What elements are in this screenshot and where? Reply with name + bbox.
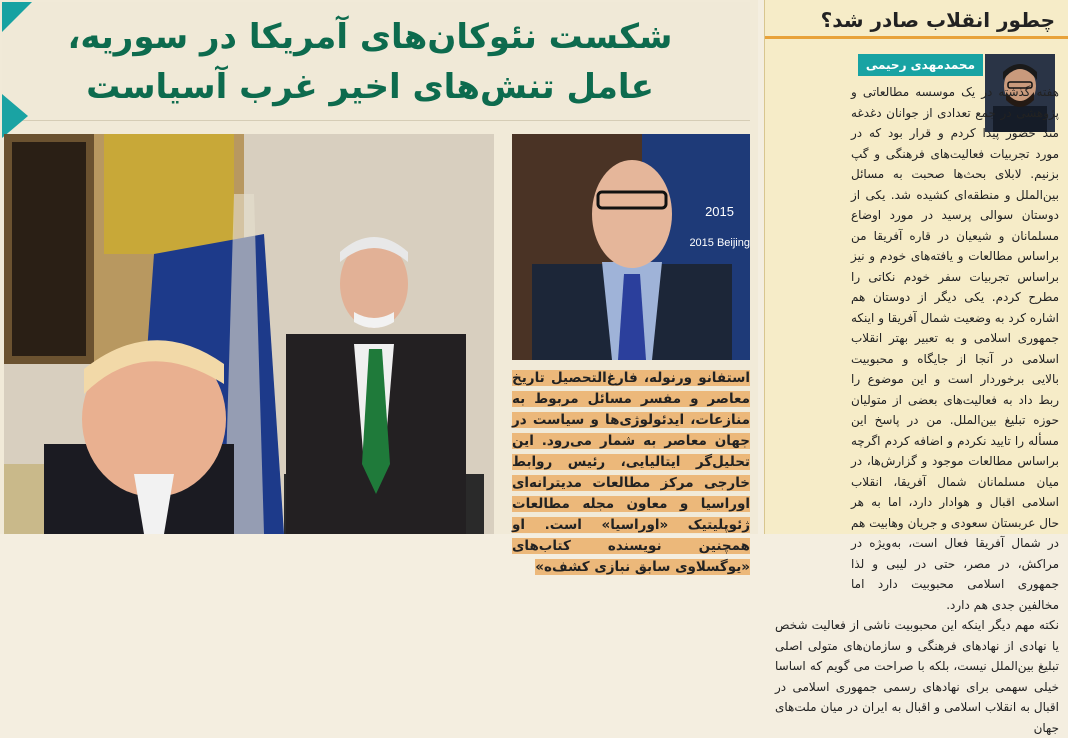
backdrop-text: 2015 Beijing xyxy=(689,237,750,249)
headline xyxy=(10,12,730,112)
paragraph-1: هفته گذشته در یک موسسه مطالعاتی و پژوهشی در جمع تعدادی از جوانان دغدغه مند حضور پیدا کردم و قرار بود که در مورد تجربیات فعالیت‌های فرهنگی و گپ بزنیم. لابلای بحث‌ها صحبت به مسائل بین‌الملل و منطقه‌ای کشیده شد. یکی از دوستان سوالی پرسید در مورد اوضاع مسلمانان و شیعیان در قاره آفریقا من براساس مطالعات و یافته‌های خودم و نیز براساس تجربیات سفر خودم نکاتی را مطرح کردم. یکی دیگر از دوستان هم اشاره کرد به وضعیت شمال آفریقا و اینکه جمهوری اسلامی و به تعبیر بهتر انقلاب اسلامی در آنجا از جایگاه و محبوبیت بالایی برخوردار است و این موضوع را ربط داد به فعالیت‌های بعضی از متولیان حوزه تبلیغ بین‌الملل. من در پاسخ این مسأله را تایید نکردم و اضافه کردم اگرچه براساس مطالعات موجود و گزارش‌ها، در میان مسلمانان شمال آفریقا، انقلاب اسلامی اقبال و هوادار دارد، اما به هر حال عربستان سعودی و جریان وهابیت هم در شمال آفریقا فعال است، به‌ویژه در مراکش، در مصر، حتی در لیبی و لذا جمهوری اسلامی محبوبیت دارد اما مخالفین جدی هم دارد. xyxy=(851,85,1059,612)
photo-caption xyxy=(512,368,750,575)
main-photo-image xyxy=(4,134,494,534)
portrait-photo xyxy=(512,134,750,360)
caption-text: استفانو ورنوله، فارغ‌التحصیل تاریخ معاصر و مفسر مسائل مربوط به منازعات، ایدئولوژی‌ها و سیاست در جهان معاصر به شمار می‌رود. این تحلیل‌گر ایتالیایی، رئیس روابط خارجی مرکز مطالعات مدیترانه‌ای اوراسیا و معاون مجله مطالعات ژئوپلیتیک «اوراسیا» است. او همچنین نویسنده کتاب‌های «یوگسلاوی سابق نبازی کشف‌ه» xyxy=(512,370,750,575)
column-title: چطور انقلاب صادر شد؟ xyxy=(820,8,1055,32)
headline-line-2: عامل تنش‌های اخیر غرب آسیاست xyxy=(86,67,654,107)
paragraph-2: نکته مهم دیگر اینکه این محبوبیت ناشی از فعالیت شخص یا نهادی از نهادهای فرهنگی و سازمان‌های متولی اصلی تبلیغ بین‌الملل نیست، بلکه با صراحت می گویم که اساسا خیلی سهمی برای نهادهای رسمی جمهوری اسلامی در اقبال به انقلاب اسلامی و اقبال به ایران در میان ملت‌های جهان xyxy=(775,618,1059,735)
opinion-column xyxy=(764,0,1068,735)
author-name: محمدمهدی رحیمی xyxy=(858,54,983,76)
main-photo xyxy=(4,134,494,534)
portrait-photo-image xyxy=(512,134,750,360)
title-divider xyxy=(765,36,1068,39)
backdrop-year: 2015 xyxy=(705,204,734,219)
headline-box xyxy=(2,2,750,121)
headline-line-1: شکست نئوکان‌های آمریکا در سوریه، xyxy=(67,17,673,57)
column-body xyxy=(775,82,1059,735)
